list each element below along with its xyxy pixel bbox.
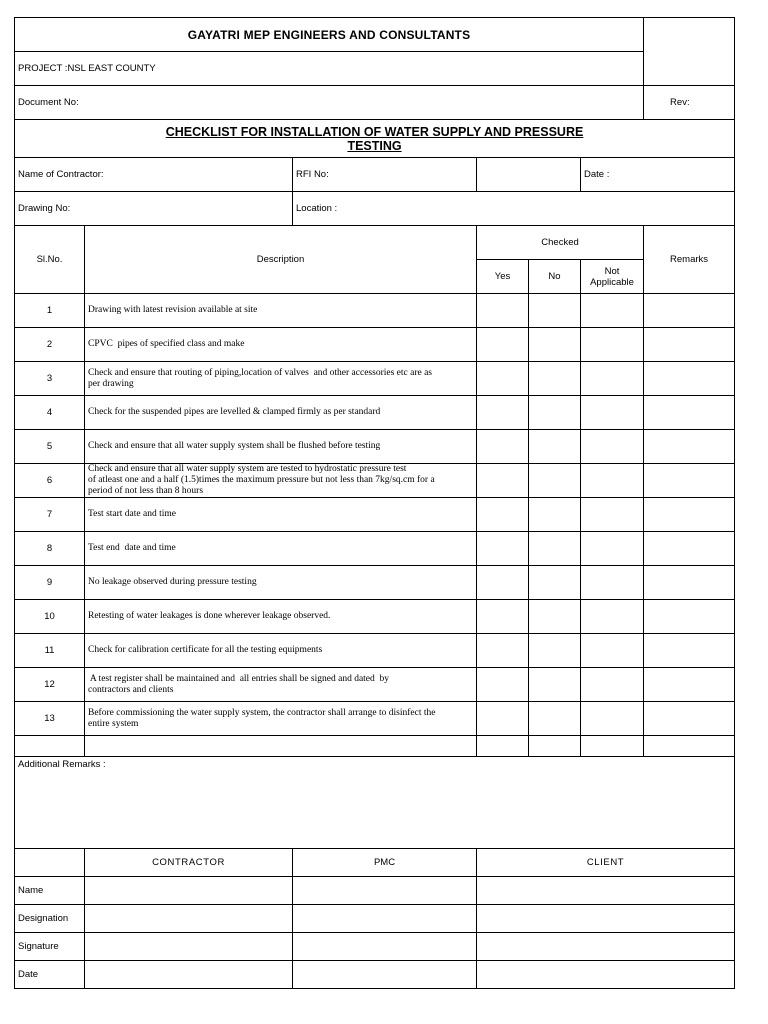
signoff-cell [293,933,477,961]
project-name: PROJECT :NSL EAST COUNTY [15,52,644,86]
checklist-item-row [15,668,735,702]
item-number: 3 [15,362,85,396]
item-no-cell[interactable] [529,464,581,498]
checklist-item-row [15,362,735,396]
item-description-line: Retesting of water leakages is done wherever leakage observed. [88,611,331,621]
item-description-line: No leakage observed during pressure testing [88,577,257,587]
item-number: 1 [15,294,85,328]
item-description-line: Before commissioning the water supply system, the contractor shall arrange to disinfect the [88,707,436,718]
item-yes-cell[interactable] [477,532,529,566]
item-description-line: Test start date and time [88,509,176,519]
col-slno: Sl.No. [15,226,85,294]
item-yes-cell[interactable] [477,430,529,464]
item-na-cell[interactable] [581,600,644,634]
item-na-cell[interactable] [581,668,644,702]
item-yes-cell[interactable] [477,464,529,498]
item-na-cell[interactable] [581,532,644,566]
signoff-cell [293,905,477,933]
item-description-line: period of not less than 8 hours [88,486,204,496]
checklist-sheet [14,17,734,989]
contractor-name-label: Name of Contractor: [15,158,293,192]
item-remarks-cell[interactable] [644,634,735,668]
rfi-no-label: RFI No: [293,158,477,192]
blank-remarks-cell [644,736,735,757]
signoff-cell [85,905,293,933]
blank-description-cell [85,736,477,757]
item-description-line: Drawing with latest revision available at site [88,305,258,315]
checklist-table [14,17,735,989]
item-description [85,566,477,600]
item-no-cell[interactable] [529,328,581,362]
item-description [85,498,477,532]
item-description [85,634,477,668]
item-na-cell[interactable] [581,498,644,532]
item-number: 8 [15,532,85,566]
item-description-line: A test register shall be maintained and all entries shall be signed and dated by [88,673,390,684]
title-line-2: TESTING [347,138,402,153]
item-no-cell[interactable] [529,294,581,328]
item-description [85,430,477,464]
item-remarks-cell[interactable] [644,294,735,328]
item-na-cell[interactable] [581,464,644,498]
checklist-item-row [15,294,735,328]
col-remarks: Remarks [644,226,735,294]
item-yes-cell[interactable] [477,498,529,532]
checklist-item-row [15,532,735,566]
item-yes-cell[interactable] [477,566,529,600]
item-number: 5 [15,430,85,464]
item-remarks-cell[interactable] [644,362,735,396]
item-yes-cell[interactable] [477,328,529,362]
item-description [85,532,477,566]
item-yes-cell[interactable] [477,362,529,396]
checklist-title [15,120,735,158]
item-description [85,362,477,396]
item-no-cell[interactable] [529,566,581,600]
item-number: 7 [15,498,85,532]
item-description-line: CPVC pipes of specified class and make [88,339,245,349]
item-yes-cell[interactable] [477,600,529,634]
signoff-cell [85,877,293,905]
item-na-cell[interactable] [581,396,644,430]
item-description [85,396,477,430]
item-number: 9 [15,566,85,600]
item-yes-cell[interactable] [477,702,529,736]
item-no-cell[interactable] [529,396,581,430]
item-no-cell[interactable] [529,532,581,566]
item-yes-cell[interactable] [477,668,529,702]
item-no-cell[interactable] [529,702,581,736]
item-remarks-cell[interactable] [644,702,735,736]
item-number: 6 [15,464,85,498]
checklist-item-row [15,634,735,668]
blank-na-cell [581,736,644,757]
signoff-cell [85,961,293,989]
signoff-contractor-header: CONTRACTOR [85,849,293,877]
signoff-signature-label: Signature [15,933,85,961]
blank-slno-cell [15,736,85,757]
checklist-item-row [15,464,735,498]
item-number: 2 [15,328,85,362]
signoff-cell [293,961,477,989]
col-not-applicable-line-2: Applicable [590,276,634,288]
col-no: No [529,260,581,294]
signoff-cell [477,933,735,961]
item-description [85,702,477,736]
checklist-item-row [15,600,735,634]
item-remarks-cell[interactable] [644,532,735,566]
date-label: Date : [581,158,735,192]
item-number: 10 [15,600,85,634]
item-description-line: Check for the suspended pipes are levelled & clamped firmly as per standard [88,407,381,417]
item-yes-cell[interactable] [477,294,529,328]
item-description-line: Check and ensure that all water supply system shall be flushed before testing [88,441,381,451]
item-description-line: entire system [88,718,139,729]
item-remarks-cell[interactable] [644,328,735,362]
signoff-cell [477,877,735,905]
additional-remarks-label: Additional Remarks : [15,757,735,849]
signoff-designation-label: Designation [15,905,85,933]
item-remarks-cell[interactable] [644,464,735,498]
signoff-cell [293,877,477,905]
item-remarks-cell[interactable] [644,430,735,464]
item-no-cell[interactable] [529,600,581,634]
item-number: 12 [15,668,85,702]
item-remarks-cell[interactable] [644,668,735,702]
signoff-client-header: CLIENT [477,849,735,877]
item-description [85,294,477,328]
rfi-no-value [477,158,581,192]
item-description [85,464,477,498]
col-not-applicable-line-1: Not [604,265,620,277]
item-no-cell[interactable] [529,430,581,464]
drawing-no-label: Drawing No: [15,192,293,226]
signoff-pmc-header: PMC [293,849,477,877]
checklist-item-row [15,566,735,600]
signoff-cell [477,905,735,933]
item-description-line: of atleast one and a half (1.5)times the maximum pressure but not less than 7kg/sq.cm for a [88,475,435,485]
item-na-cell[interactable] [581,328,644,362]
item-na-cell[interactable] [581,634,644,668]
signoff-corner-cell [15,849,85,877]
col-yes: Yes [477,260,529,294]
item-description-line: Check for calibration certificate for all the testing equipments [88,645,323,655]
checklist-item-row [15,328,735,362]
item-description-line: per drawing [88,378,134,389]
checklist-item-row [15,498,735,532]
item-na-cell[interactable] [581,566,644,600]
item-number: 11 [15,634,85,668]
signoff-date-label: Date [15,961,85,989]
checklist-item-row [15,702,735,736]
item-description-line: Test end date and time [88,543,176,553]
item-number: 13 [15,702,85,736]
col-not-applicable [581,260,644,294]
item-no-cell[interactable] [529,362,581,396]
item-na-cell[interactable] [581,702,644,736]
item-description [85,668,477,702]
document-no-label: Document No: [15,86,644,120]
checklist-item-row [15,396,735,430]
item-remarks-cell[interactable] [644,566,735,600]
item-remarks-cell[interactable] [644,498,735,532]
item-yes-cell[interactable] [477,396,529,430]
item-no-cell[interactable] [529,498,581,532]
item-no-cell[interactable] [529,634,581,668]
signoff-cell [477,961,735,989]
checklist-item-row [15,430,735,464]
blank-no-cell [529,736,581,757]
col-checked: Checked [477,226,644,260]
item-description-line: Check and ensure that all water supply system are tested to hydrostatic pressure test [88,464,407,474]
location-label: Location : [293,192,735,226]
item-description-line: Check and ensure that routing of piping,location of valves and other accessories etc are as [88,367,432,378]
item-remarks-cell[interactable] [644,396,735,430]
item-na-cell[interactable] [581,294,644,328]
signoff-name-label: Name [15,877,85,905]
item-description-line: contractors and clients [88,684,174,695]
col-description: Description [85,226,477,294]
item-number: 4 [15,396,85,430]
item-na-cell[interactable] [581,430,644,464]
logo-box [644,18,735,86]
item-na-cell[interactable] [581,362,644,396]
signoff-cell [85,933,293,961]
title-line-1: CHECKLIST FOR INSTALLATION OF WATER SUPPLY AND PRESSURE [165,124,584,139]
company-name: GAYATRI MEP ENGINEERS AND CONSULTANTS [15,18,644,52]
item-remarks-cell[interactable] [644,600,735,634]
item-description [85,600,477,634]
blank-yes-cell [477,736,529,757]
rev-label: Rev: [644,86,735,120]
item-no-cell[interactable] [529,668,581,702]
item-description [85,328,477,362]
item-yes-cell[interactable] [477,634,529,668]
